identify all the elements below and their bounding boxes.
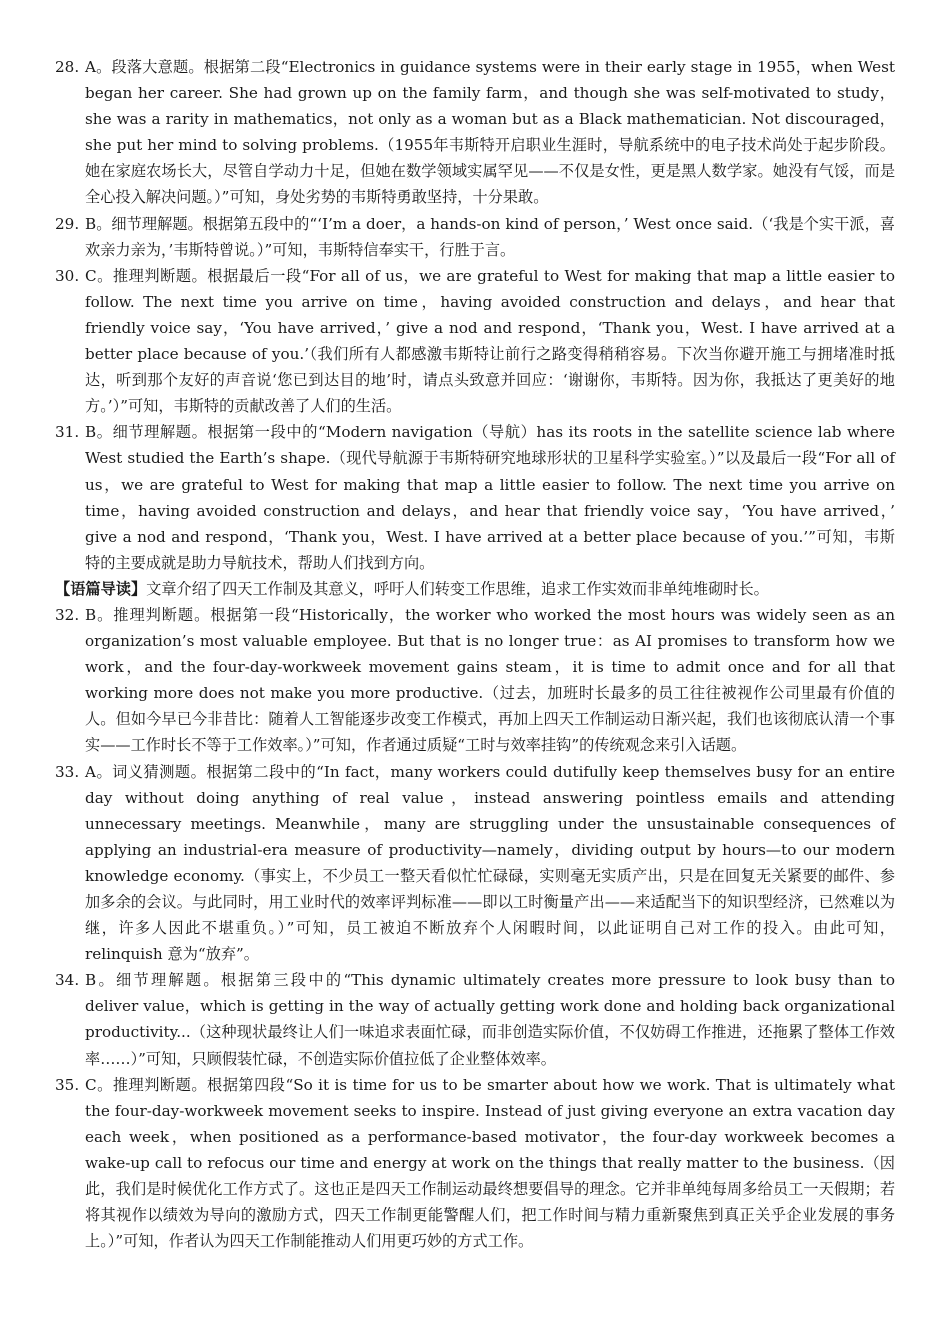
- answer-item-31: [55, 419, 895, 576]
- answer-item-28: [55, 54, 895, 211]
- answer-item-33: [55, 759, 895, 968]
- explanation-text: C。推理判断题。根据最后一段“For all of us，we are grateful to West for making that map a little easier to follow. The next time you arrive on time，having avoided construction and delays，and hear that friendly voice say，‘You have arrived，’ give a nod and respond，‘Thank you，West. I have arrived at a better place because of you.’（我们所有人都感激韦斯特让前行之路变得稍稍容易。下次当你避开施工与拥堵准时抵达，听到那个友好的声音说‘您已到达目的地’时，请点头致意并回应：‘谢谢你，韦斯特。因为你，我抵达了更美好的地方。’）”可知，韦斯特的贡献改善了人们的生活。: [85, 266, 895, 416]
- question-number: 34.: [55, 971, 80, 990]
- question-number: 32.: [55, 605, 80, 624]
- explanation-text: B。细节理解题。根据第五段中的“‘I’m a doer，a hands-on kind of person，’ West once said.（‘我是个实干派，喜欢亲力亲为，’韦斯特曾说。）”可知，韦斯特信奉实干，行胜于言。: [85, 214, 895, 259]
- answer-item-35: [55, 1072, 895, 1255]
- question-number: 30.: [55, 266, 80, 285]
- explanation-text: B。细节理解题。根据第一段中的“Modern navigation（导航）has its roots in the satellite science lab where West studied the Earth’s shape.（现代导航源于韦斯特研究地球形状的卫星科学实验室。）”以及最后一段“For all of us，we are grateful to West for making that map a little easier to follow. The next time you arrive on time，having avoided construction and delays，and hear that friendly voice say，‘You have arrived，’ give a nod and respond，‘Thank you，West. I have arrived at a better place because of you.’”可知，韦斯特的主要成就是助力导航技术，帮助人们找到方向。: [85, 423, 895, 572]
- answer-item-29: [55, 211, 895, 263]
- question-number: 31.: [55, 423, 80, 442]
- explanation-text: A。词义猜测题。根据第二段中的“In fact，many workers could dutifully keep themselves busy for an entire day without doing anything of real value，instead answering pointless emails and attending unnecessary meetings. Meanwhile，many are struggling under the unsustainable consequences of applying an industrial-era measure of productivity—namely，dividing output by hours—to our modern knowledge economy.（事实上，不少员工一整天看似忙忙碌碌，实则毫无实质产出，只是在回复无关紧要的邮件、参加多余的会议。与此同时，用工业时代的效率评判标准——即以工时衡量产出——来适配当下的知识型经济，已然难以为继，许多人因此不堪重负。）”可知，员工被迫不断放弃个人闲暇时间，以此证明自己对工作的投入。由此可知，relinquish 意为“放弃”。: [85, 762, 895, 964]
- answer-item-32: [55, 602, 895, 759]
- passage-guide: [55, 576, 895, 602]
- answer-item-30: [55, 263, 895, 420]
- question-number: 33.: [55, 762, 80, 781]
- explanation-text: B。细节理解题。根据第三段中的“This dynamic ultimately creates more pressure to look busy than to deliver value，which is getting in the way of actually getting work done and holding back organizational productivity...（这种现状最终让人们一味追求表面忙碌，而非创造实际价值，不仅妨碍工作推进，还拖累了整体工作效率……）”可知，只顾假装忙碌，不创造实际价值拉低了企业整体效率。: [85, 971, 895, 1068]
- answer-item-34: [55, 967, 895, 1071]
- question-number: 29.: [55, 214, 80, 233]
- question-number: 35.: [55, 1075, 80, 1094]
- passage-guide-text: 文章介绍了四天工作制及其意义，呼吁人们转变工作思维，追求工作实效而非单纯堆砌时长。: [146, 579, 769, 598]
- passage-guide-label: 【语篇导读】: [55, 579, 147, 598]
- explanation-text: A。段落大意题。根据第二段“Electronics in guidance systems were in their early stage in 1955，when West began her career. She had grown up on the family farm，and though she was self-motivated to study，she was a rarity in mathematics，not only as a woman but as a Black mathematician. Not discouraged，she put her mind to solving problems.（1955年韦斯特开启职业生涯时，导航系统中的电子技术尚处于起步阶段。她在家庭农场长大，尽管自学动力十足，但她在数学领域实属罕见——不仅是女性，更是黑人数学家。她没有气馁，而是全心投入解决问题。）”可知，身处劣势的韦斯特勇敢坚持，十分果敢。: [85, 58, 895, 207]
- question-number: 28.: [55, 58, 80, 76]
- explanation-text: C。推理判断题。根据第四段“So it is time for us to be smarter about how we work. That is ultimately what the four-day-workweek movement seeks to inspire. Instead of just giving everyone an extra vacation day each week，when positioned as a performance-based motivator，the four-day workweek becomes a wake-up call to refocus our time and energy at work on the things that really matter to the business.（因此，我们是时候优化工作方式了。这也正是四天工作制运动最终想要倡导的理念。它并非单纯每周多给员工一天假期；若将其视作以绩效为导向的激励方式，四天工作制更能警醒人们，把工作时间与精力重新聚焦到真正关乎企业发展的事务上。）”可知，作者认为四天工作制能推动人们用更巧妙的方式工作。: [85, 1075, 895, 1251]
- explanation-text: B。推理判断题。根据第一段“Historically，the worker who worked the most hours was widely seen as an organization’s most valuable employee. But that is no longer true：as AI promises to transform how we work，and the four-day-workweek movement gains steam，it is time to admit once and for all that working more does not make you more productive.（过去，加班时长最多的员工往往被视作公司里最有价值的人。但如今早已今非昔比：随着人工智能逐步改变工作模式，再加上四天工作制运动日渐兴起，我们也该彻底认清一个事实——工作时长不等于工作效率。）”可知，作者通过质疑“工时与效率挂钩”的传统观念来引入话题。: [85, 605, 895, 755]
